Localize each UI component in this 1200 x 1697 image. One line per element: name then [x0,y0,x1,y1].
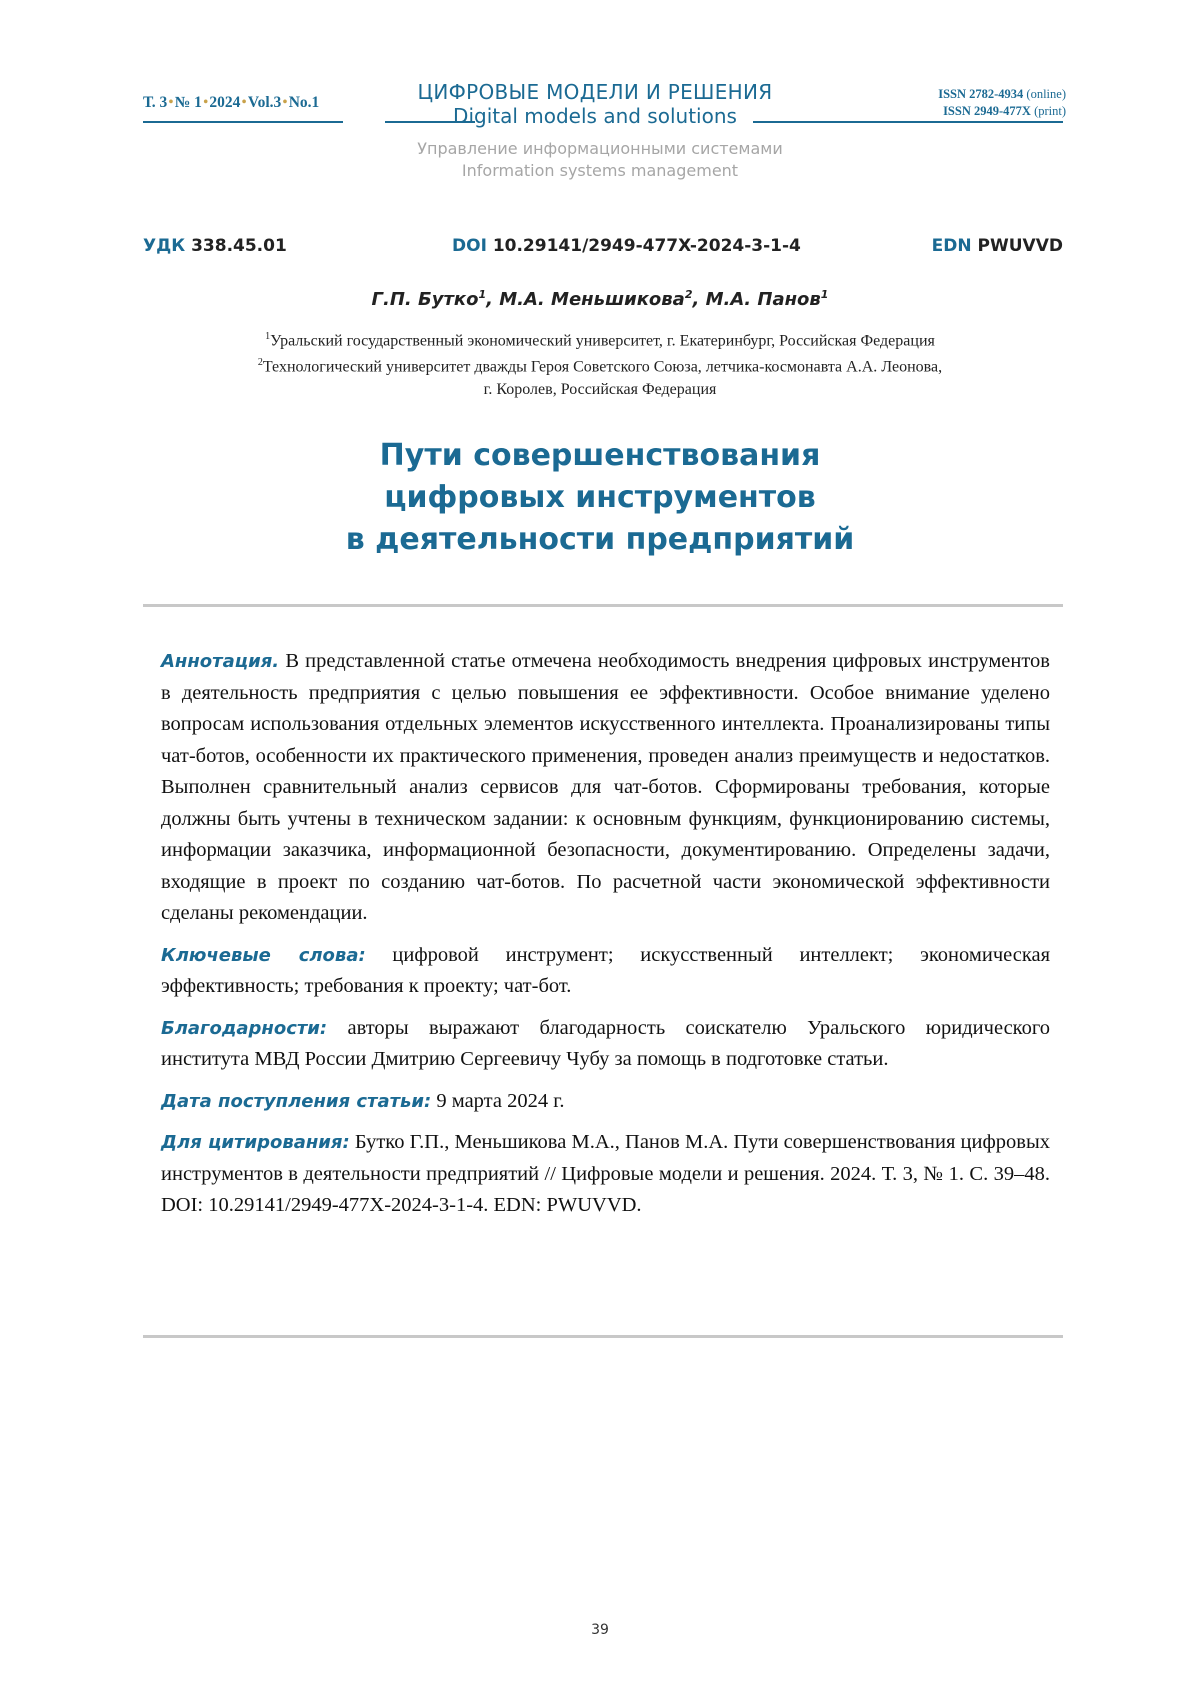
abstract-text: В представленной статье отмечена необходимость внедрения цифровых инструментов в деятельность предприятия с целью повышения ее эффективности. Особое внимание уделено вопросам использования отдельных элементов искусственного интеллекта. Проанализированы типы чат-ботов, особенности их практического применения, проведен анализ преимуществ и недостатков. Выполнен сравнительный анализ сервисов для чат-ботов. Сформированы требования, которые должны быть учтены в техническом задании: к основным функциям, функционированию системы, информации заказчика, информационной безопасности, документированию. Определены задачи, входящие в проект по созданию чат-ботов. По расчетной части экономической эффективности сделаны рекомендации. [161,650,1050,924]
citation [161,1127,1050,1222]
title-line: цифровых инструментов [0,477,1200,519]
article-title [0,435,1200,561]
author-affiliation-mark: 1 [478,288,486,301]
acknowledgements [161,1013,1050,1076]
header-rule-brand-left [385,121,475,123]
issn-print-note: (print) [1034,104,1066,118]
volume-en: Vol.3 [248,94,281,111]
issn-block [938,86,1066,120]
udk-label: УДК [143,236,185,256]
author-affiliation-mark: 1 [821,288,829,301]
title-line: в деятельности предприятий [0,519,1200,561]
affiliation-number: 1 [265,331,270,342]
author: М.А. Меньшикова [499,289,685,310]
doi-value[interactable]: 10.29141/2949-477X-2024-3-1-4 [493,236,801,256]
issn-online: ISSN 2782-4934 [938,87,1023,101]
affiliation-continued: г. Королев, Российская Федерация [0,379,1200,401]
issue-info [143,94,319,112]
section-en: Information systems management [0,160,1200,182]
affiliations [0,326,1200,401]
affiliation-number: 2 [258,357,263,368]
udk-value: 338.45.01 [191,236,287,256]
title-line: Пути совершенствования [0,435,1200,477]
year: 2024 [209,94,240,111]
page-number: 39 [0,1622,1200,1638]
affiliation-text: Технологический университет дважды Героя Советского Союза, летчика-космонавта А.А. Леонова, [263,359,942,376]
author-affiliation-mark: 2 [685,288,693,301]
issn-online-note: (online) [1026,87,1066,101]
journal-title-ru: ЦИФРОВЫЕ МОДЕЛИ И РЕШЕНИЯ [385,80,805,104]
separator-dot-icon: • [282,94,287,111]
received-text: 9 марта 2024 г. [436,1090,564,1112]
affiliation [0,326,1200,352]
keywords-text: цифровой инструмент; искусственный интеллект; экономическая эффективность; требования к проекту; чат-бот. [161,944,1050,998]
issn-print: ISSN 2949-477X [943,104,1031,118]
received-label: Дата поступления статьи: [161,1091,431,1112]
divider-top [143,604,1063,607]
volume-ru: Т. 3 [143,94,167,111]
doi [452,236,801,256]
citation-text: Бутко Г.П., Меньшикова М.А., Панов М.А. Пути совершенствования цифровых инструментов в деятельности предприятий // Цифровые модели и решения. 2024. Т. 3, № 1. С. 39–48. DOI: 10.29141/2949-477X-2024-3-1-4. EDN: PWUVVD. [161,1131,1050,1216]
received-date [161,1086,1050,1118]
author-list: Г.П. Бутко1, М.А. Меньшикова2, М.А. Панов1 [0,288,1200,310]
keywords-label: Ключевые слова: [161,945,366,966]
section-heading [0,138,1200,182]
udk [143,236,287,256]
edn [932,236,1063,256]
divider-bottom [143,1335,1063,1338]
issue-ru: № 1 [175,94,202,111]
edn-value: PWUVVD [978,236,1063,256]
affiliation-text: Уральский государственный экономический университет, г. Екатеринбург, Российская Федерация [270,332,935,349]
separator-dot-icon: • [168,94,173,111]
author: Г.П. Бутко [372,289,479,310]
separator-dot-icon: • [241,94,246,111]
doi-label: DOI [452,236,487,256]
keywords [161,940,1050,1003]
edn-label: EDN [932,236,972,256]
author: М.А. Панов [706,289,821,310]
abstract-label: Аннотация. [161,651,279,672]
abstract-block [161,646,1050,1232]
header-rule-right [753,121,1063,123]
journal-title-en: Digital models and solutions [385,104,805,128]
acknowledgements-text: авторы выражают благодарность соискателю Уральского юридического института МВД России Дмитрию Сергеевичу Чубу за помощь в подготовке статьи. [161,1017,1050,1071]
issue-en: No.1 [289,94,320,111]
acknowledgements-label: Благодарности: [161,1018,327,1039]
affiliation [0,352,1200,378]
separator-dot-icon: • [203,94,208,111]
section-ru: Управление информационными системами [0,138,1200,160]
citation-label: Для цитирования: [161,1132,350,1153]
abstract [161,646,1050,930]
header-rule-left [143,121,343,123]
